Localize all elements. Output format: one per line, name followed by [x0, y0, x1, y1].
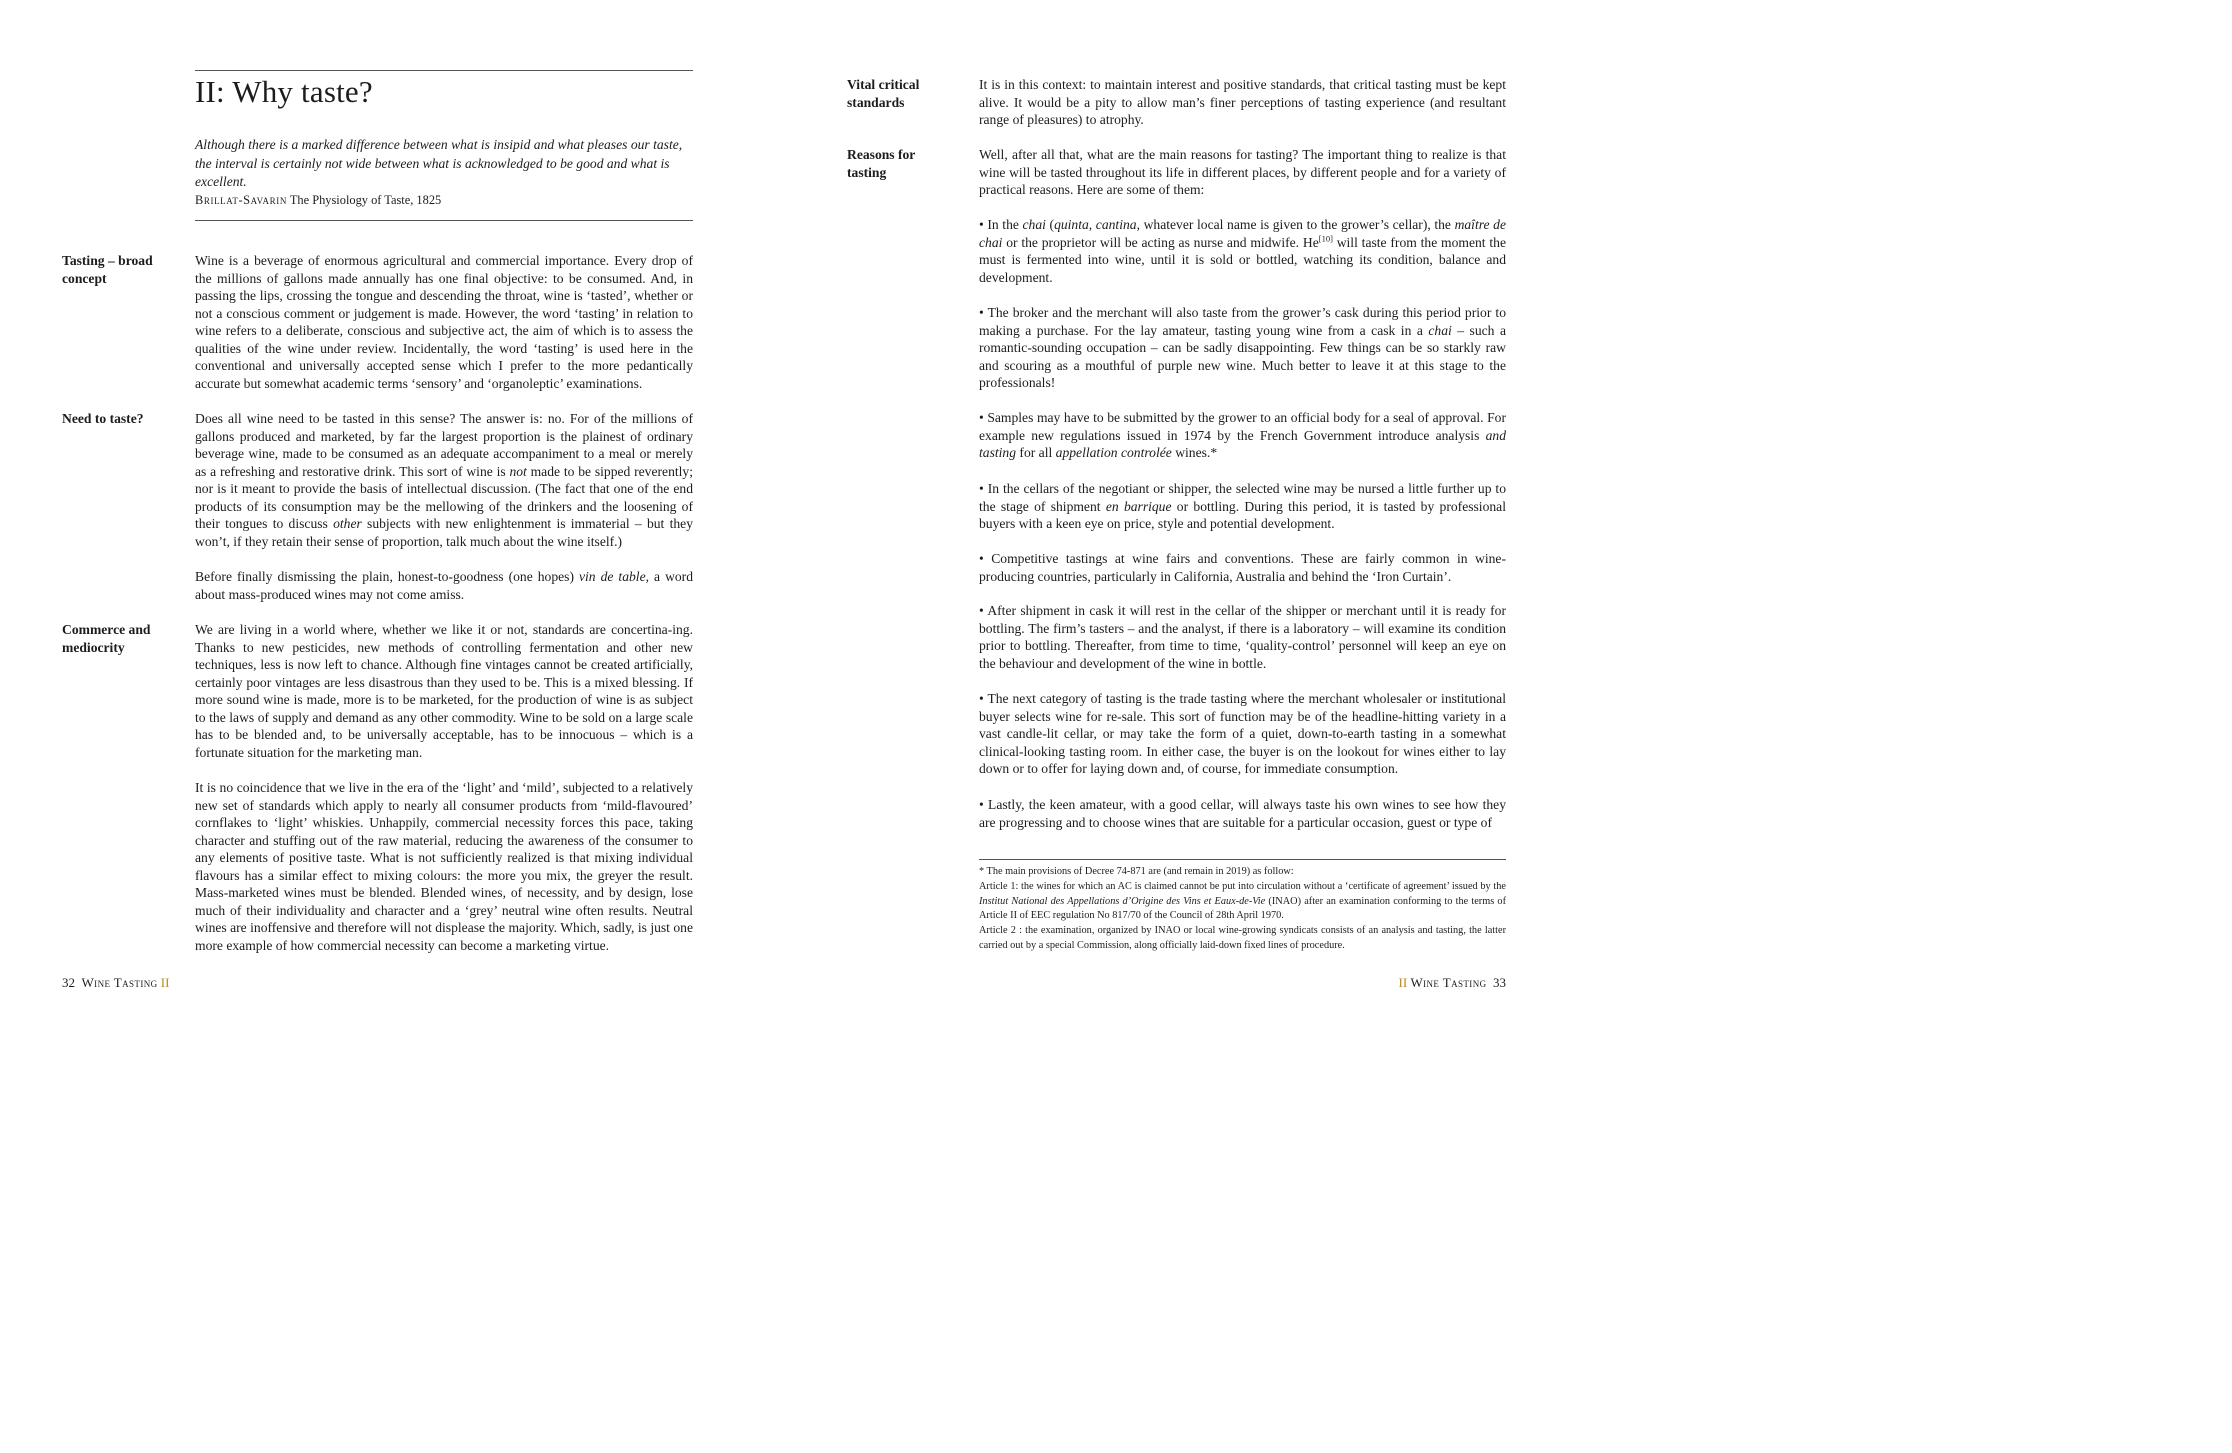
footnote-article-2: Article 2 : the examination, organized by INAO or local wine-growing syndicats consists of an analysis and tasting, the latter carried out by a special Commission, along officially laid-down fixed lines of procedure. [979, 925, 1506, 951]
right-page [776, 0, 1552, 1009]
side-heading-vital-critical-standards: Vital critical standards [847, 77, 920, 110]
bullet-trade-tasting: • The next category of tasting is the trade tasting where the merchant wholesaler or institutional buyer selects wine for re-sale. This sort of function may be of the headline-hitting variety in a vast candle-lit cellar, or may take the form of a quiet, down-to-earth tasting in a somewhat clinical-looking tasting room. In either case, the buyer is on the lookout for wines either to lay down or to offer for laying down and, of course, for immediate consumption. [979, 691, 1506, 776]
side-heading-tasting-broad-concept: Tasting – broad concept [62, 253, 153, 286]
chapter-top-rule [195, 70, 693, 71]
epigraph-author: Brillat-Savarin [195, 193, 287, 207]
page-number: 33 [1493, 975, 1506, 990]
side-heading-commerce-and-mediocrity: Commerce and mediocrity [62, 622, 151, 655]
paragraph-tasting-broad-concept: Wine is a beverage of enormous agricultural and commercial importance. Every drop of the millions of gallons made annually has one final objective: to be consumed. And, in passing the lips, crossing the tongue and descending the throat, wine is ‘tasted’, whether or not a conscious comment or judgement is made. However, the word ‘tasting’ in relation to wine refers to a deliberate, conscious and subjective act, the aim of which is to assess the qualities of the wine under review. Incidentally, the word ‘tasting’ is used here in the conventional and universally accepted sense which I prefer to the more pedantically accurate but somewhat academic terms ‘sensory’ and ‘organoleptic’ examinations. [195, 253, 693, 391]
side-heading-reasons-for-tasting: Reasons for tasting [847, 147, 916, 180]
bullet-negotiant: • In the cellars of the negotiant or shipper, the selected wine may be nursed a little further up to the stage of shipment en barrique or bottling. During this period, it is tasted by professional buyers with a keen eye on price, style and potential development. [979, 481, 1506, 531]
footnote-article-1: Article 1: the wines for which an AC is claimed cannot be put into circulation without a ‘certificate of agreement’ issued by the Institut National des Appellations d’Origine des Vins et Eaux-de-Vie (INAO) after an examination conforming to the terms of Article II of EEC regulation No 817/70 of the Council of 28th April 1970. [979, 881, 1507, 922]
epigraph-bottom-rule [195, 220, 693, 221]
bullet-keen-amateur: • Lastly, the keen amateur, with a good cellar, will always taste his own wines to see how they are progressing and to choose wines that are suitable for a particular occasion, guest or type of [979, 797, 1506, 830]
chapter-title: II: Why taste? [195, 74, 373, 109]
footnote-ref: [10] [1318, 232, 1333, 243]
bullet-chai: • In the chai (quinta, cantina, whatever local name is given to the grower’s cellar), the maître de chai or the proprietor will be acting as nurse and midwife. He[10] will taste from the moment the must is fermented into wine, until it is sold or bottled, watching its condition, balance and development. [979, 217, 1507, 285]
running-title: Wine Tasting [81, 975, 158, 990]
paragraph-light-and-mild: It is no coincidence that we live in the era of the ‘light’ and ‘mild’, subjected to a relatively new set of standards which apply to nearly all consumer products from ‘mild-flavoured’ cornflakes to ‘light’ whiskies. Unhappily, commercial necessity forces this pace, taking character and stuffing out of the raw material, reducing the awareness of the consumer to any elements of positive taste. What is not sufficiently realized is that mixing individual flavours has a similar effect to mixing colours: the more you mix, the greyer the result. Mass-marketed wines must be blended. Blended wines, of necessity, and by design, lose much of their individuality and character and a ‘grey’ neutral wine often results. Neutral wines are inoffensive and therefore will not displease the majority. Which, sadly, is just one more example of how commercial necessity can become a marketing virtue. [195, 780, 693, 953]
bullet-competitive-tastings: • Competitive tastings at wine fairs and conventions. These are fairly common in wine-producing countries, particularly in California, Australia and behind the ‘Iron Curtain’. [979, 551, 1506, 584]
paragraph-commerce: We are living in a world where, whether we like it or not, standards are concertina-ing. Thanks to new pesticides, new methods of controlling fermentation and other new techniques, less is now left to chance. Although fine vintages cannot be created artificially, certainly poor vintages are less disastrous than they used to be. This is a mixed blessing. If more sound wine is made, more is to be marketed, for the production of wine is as subject to the laws of supply and demand as any other commodity. Wine to be sold on a large scale has to be blended and, to be universally acceptable, has to be innocuous – which is a fortunate situation for the marketing man. [195, 622, 693, 760]
paragraph-vin-de-table: Before finally dismissing the plain, honest-to-goodness (one hopes) vin de table, a word about mass-produced wines may not come amiss. [195, 569, 694, 602]
epigraph-source [195, 192, 693, 209]
paragraph-reasons-for-tasting: Well, after all that, what are the main reasons for tasting? The important thing to realize is that wine will be tasted throughout its life in different places, by different people and for a variety of practical reasons. Here are some of them: [979, 147, 1506, 197]
paragraph-need-to-taste: Does all wine need to be tasted in this sense? The answer is: no. For of the millions of gallons produced and marketed, by far the largest proportion is the plainest of ordinary beverage wine, made to be consumed as an adequate accompaniment to a meal or merely as a refreshing and restorative drink. This sort of wine is not made to be sipped reverently; nor is it meant to provide the basis of intellectual discussion. (The fact that one of the end products of its consumption may be the mellowing of the drinkers and the loosening of their tongues to discuss other subjects with new enlightenment is immaterial – but they won’t, if they retain their sense of proportion, talk much about the wine itself.) [195, 411, 694, 549]
side-heading-need-to-taste: Need to taste? [62, 411, 144, 426]
bullet-broker-merchant: • The broker and the merchant will also taste from the grower’s cask during this period prior to making a purchase. For the lay amateur, tasting young wine from a cask in a chai – such a romantic-sounding occupation – can be sadly disappointing. Few things can be so starkly raw and scouring as a mouthful of purple new wine. Much better to leave it at this stage to the professionals! [979, 305, 1506, 390]
paragraph-vital-critical-standards: It is in this context: to maintain interest and positive standards, that critical tasting must be kept alive. It would be a pity to allow man’s finer perceptions of tasting experience (and resultant range of pleasures) to atrophy. [979, 77, 1506, 127]
left-page [0, 0, 776, 1009]
page-number: 32 [62, 975, 75, 990]
epigraph-work: The Physiology of Taste, 1825 [289, 193, 442, 207]
footnote-intro: * The main provisions of Decree 74-871 are (and remain in 2019) as follow: [979, 866, 1294, 877]
bullet-official-body: • Samples may have to be submitted by the grower to an official body for a seal of approval. For example new regulations issued in 1974 by the French Government introduce analysis and tasting for all appellation controlée wines.* [979, 410, 1506, 460]
running-title: Wine Tasting [1410, 975, 1487, 990]
running-part: II [1398, 975, 1408, 990]
right-folio [1399, 975, 1506, 991]
bullet-after-shipment: • After shipment in cask it will rest in the cellar of the shipper or merchant until it is ready for bottling. The firm’s tasters – and the analyst, if there is a laboratory – will examine its condition prior to bottling. Thereafter, from time to time, ‘quality-control’ personnel will keep an eye on the behaviour and development of the wine in bottle. [979, 603, 1506, 671]
left-folio [62, 975, 169, 991]
footnote-rule [979, 859, 1506, 860]
running-part: II [160, 975, 170, 990]
epigraph-quote: Although there is a marked difference between what is insipid and what pleases our taste, the interval is certainly not wide between what is acknowledged to be good and what is excellent. [195, 137, 683, 189]
